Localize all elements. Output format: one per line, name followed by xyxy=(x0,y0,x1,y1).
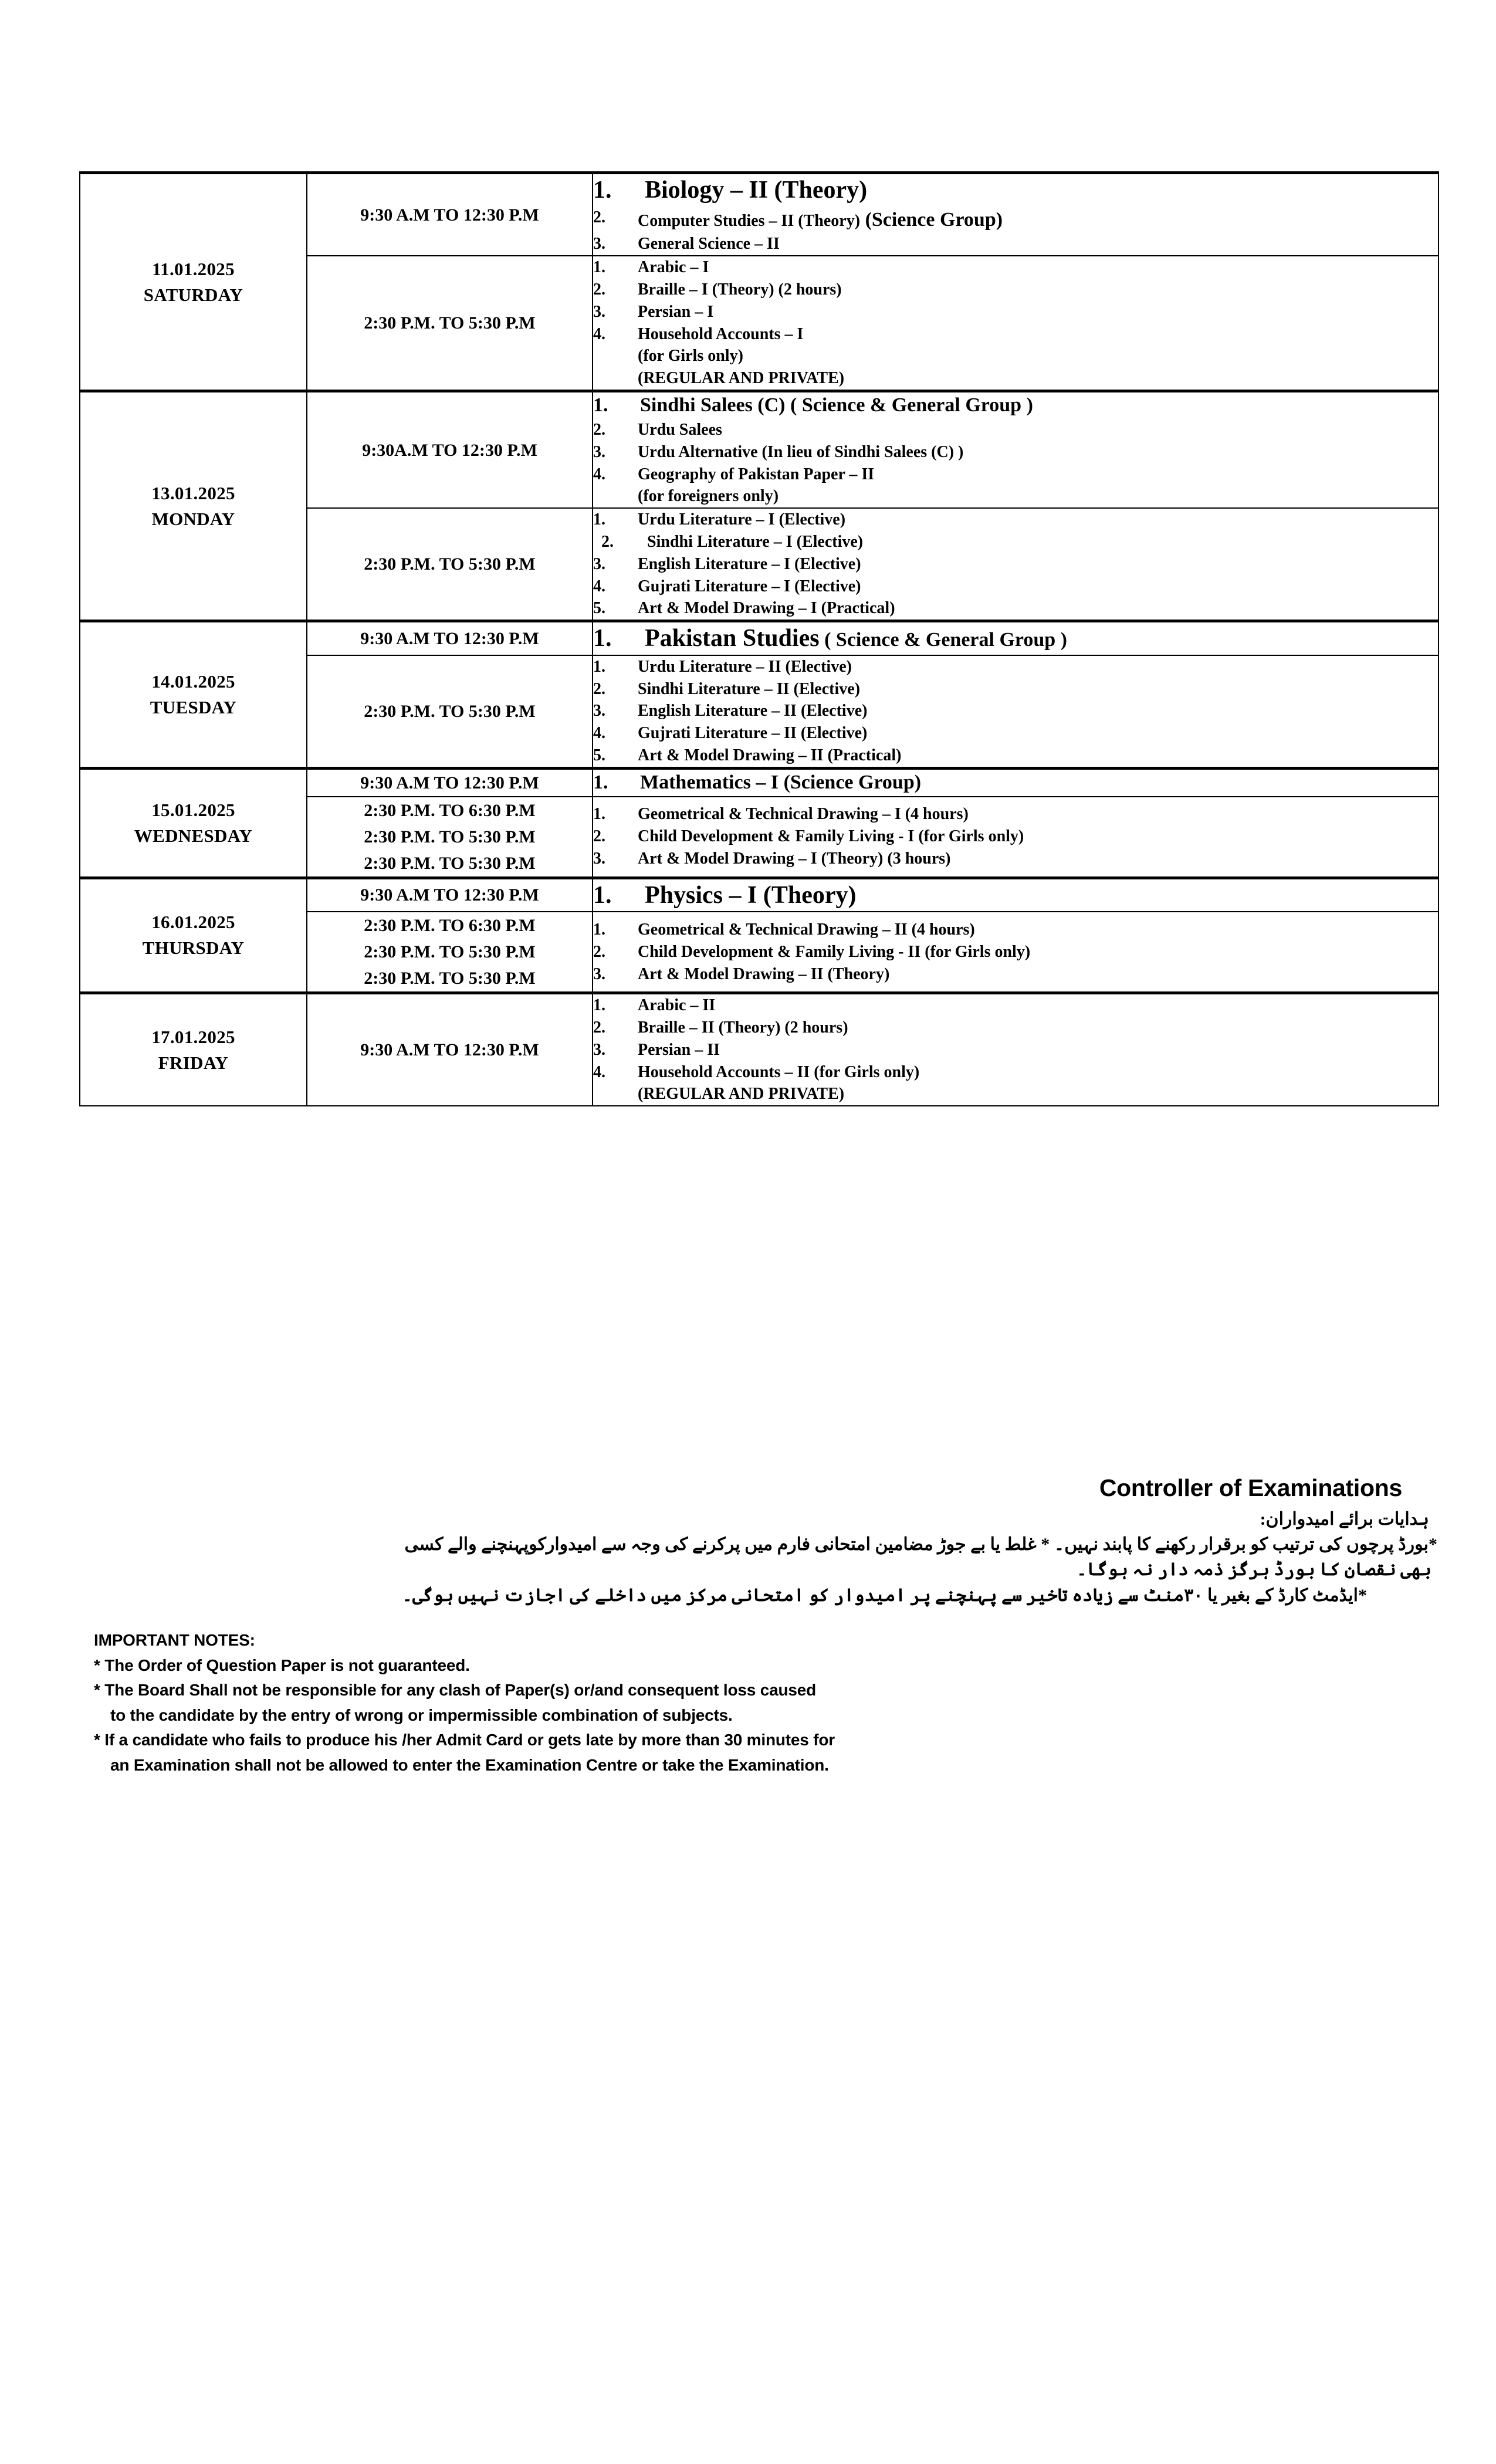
exam-time: 2:30 P.M. TO 5:30 P.M xyxy=(364,969,536,989)
subject-number: 1. xyxy=(593,394,608,417)
subject-name: English Literature – I (Elective) xyxy=(638,554,861,573)
subject-number: 3. xyxy=(593,302,605,321)
important-note-item: to the candidate by the entry of wrong or impermissible combination of subjects. xyxy=(110,1705,733,1724)
subject-number: 1. xyxy=(593,510,605,529)
subject-name: Persian – II xyxy=(638,1040,720,1059)
urdu-instruction-line-2: بھی نقصان کا بورڈ ہرگز ذمہ دار نہ ہوگا۔ xyxy=(1077,1560,1431,1579)
subject-item xyxy=(593,256,1438,279)
important-notes-list xyxy=(94,1653,1385,1778)
subject-number: 2. xyxy=(593,679,605,698)
subject-name: Art & Model Drawing – II (Practical) xyxy=(638,746,902,764)
exam-time: 2:30 P.M. TO 5:30 P.M xyxy=(364,554,536,574)
subject-number: 3. xyxy=(593,849,605,868)
subject-number: 3. xyxy=(593,964,605,983)
subject-number: 5. xyxy=(593,599,605,618)
exam-day-name: MONDAY xyxy=(151,508,235,529)
table-row xyxy=(80,621,1439,655)
important-note-item: * If a candidate who fails to produce his /her Admit Card or gets late by more than 30 minutes for xyxy=(94,1731,835,1749)
subject-number: 5. xyxy=(593,746,605,764)
subject-item xyxy=(593,419,1438,441)
subject-item xyxy=(593,279,1438,301)
subject-item xyxy=(593,848,1438,870)
subject-name: Computer Studies – II (Theory) xyxy=(638,211,861,230)
subject-number: 1. xyxy=(593,177,612,204)
table-row xyxy=(80,993,1439,1106)
subject-group-note: ( Science & General Group ) xyxy=(785,394,1033,417)
subject-item xyxy=(593,597,1438,620)
exam-time-cell xyxy=(307,655,593,768)
exam-time: 9:30 A.M TO 12:30 P.M xyxy=(360,628,539,648)
exam-subjects-cell xyxy=(593,912,1439,993)
table-row xyxy=(80,391,1439,509)
subject-item xyxy=(593,722,1438,744)
subject-name: Urdu Literature – II (Elective) xyxy=(638,657,852,676)
exam-subjects-cell xyxy=(593,621,1439,655)
subject-name: (for Girls only) xyxy=(638,347,743,365)
subject-name: Braille – I (Theory) (2 hours) xyxy=(638,280,842,299)
subject-number: 2. xyxy=(593,1018,605,1037)
subject-name: Persian – I xyxy=(638,302,714,321)
subject-name: Urdu Literature – I (Elective) xyxy=(638,510,846,529)
subject-number: 2. xyxy=(593,420,605,439)
exam-time: 2:30 P.M. TO 6:30 P.M xyxy=(364,916,536,936)
exam-date: 13.01.2025 xyxy=(151,482,235,503)
subject-name: Geometrical & Technical Drawing – II (4 hours) xyxy=(638,920,975,939)
subject-list xyxy=(593,879,1438,912)
subject-name: Gujrati Literature – I (Elective) xyxy=(638,577,861,595)
subject-number: 2. xyxy=(593,942,605,961)
subject-name: Mathematics – I xyxy=(640,771,779,793)
exam-time: 9:30 A.M TO 12:30 P.M xyxy=(360,885,539,905)
subject-list xyxy=(593,770,1438,796)
exam-day-name: TUESDAY xyxy=(150,696,237,717)
exam-time: 2:30 P.M. TO 5:30 P.M xyxy=(364,853,536,873)
exam-schedule-table xyxy=(79,171,1439,1106)
important-note-item: an Examination shall not be allowed to enter the Examination Centre or take the Examination. xyxy=(110,1755,829,1774)
controller-signature: Controller of Examinations xyxy=(1099,1474,1402,1501)
exam-day-name: WEDNESDAY xyxy=(134,825,253,846)
urdu-instruction-line-1: *بورڈ پرچوں کی ترتیب کو برقرار رکھنے کا پابند نہیں۔ * غلط یا بے جوڑ مضامین امتحانی فارم میں پرکرنے کی وجہ سے امیدوارکوپہنچنے والے کسی xyxy=(404,1534,1437,1554)
subject-list xyxy=(593,919,1438,985)
subject-item xyxy=(593,656,1438,678)
subject-item xyxy=(593,825,1438,848)
exam-time: 2:30 P.M. TO 5:30 P.M xyxy=(364,827,536,847)
exam-time-cell xyxy=(307,768,593,797)
exam-date: 17.01.2025 xyxy=(151,1026,235,1047)
subject-name: Urdu Salees xyxy=(638,420,722,439)
subject-name: Geography of Pakistan Paper – II xyxy=(638,465,875,483)
subject-number: 2. xyxy=(601,532,614,551)
subject-item xyxy=(593,1061,1438,1084)
exam-subjects-cell xyxy=(593,508,1439,621)
subject-number: 2. xyxy=(593,280,605,299)
subject-item xyxy=(593,1083,1438,1105)
exam-date: 14.01.2025 xyxy=(151,671,235,692)
subject-item xyxy=(593,531,1438,553)
subject-name: Physics – I (Theory) xyxy=(645,881,857,909)
subject-number: 2. xyxy=(593,208,605,226)
exam-date: 11.01.2025 xyxy=(152,258,235,279)
subject-item xyxy=(593,367,1438,390)
subject-group-note: ( Science & General Group ) xyxy=(819,629,1068,651)
subject-item xyxy=(593,509,1438,531)
exam-date: 15.01.2025 xyxy=(151,799,235,820)
subject-number: 4. xyxy=(593,577,605,595)
exam-day-name: SATURDAY xyxy=(143,284,243,305)
subject-list xyxy=(593,174,1438,255)
subject-item xyxy=(593,233,1438,255)
exam-date-cell xyxy=(80,391,307,621)
subject-item xyxy=(593,323,1438,346)
exam-date-cell xyxy=(80,768,307,878)
exam-subjects-cell xyxy=(593,256,1439,391)
subject-list xyxy=(593,392,1438,507)
exam-time: 2:30 P.M. TO 5:30 P.M xyxy=(364,701,536,721)
subject-name: Art & Model Drawing – I (Practical) xyxy=(638,599,895,618)
subject-name: General Science – II xyxy=(638,235,780,253)
subject-name: (REGULAR AND PRIVATE) xyxy=(638,1085,845,1104)
important-notes-block xyxy=(94,1628,1385,1778)
subject-number: 3. xyxy=(593,702,605,720)
subject-name: Household Accounts – II (for Girls only) xyxy=(638,1062,920,1081)
exam-time: 2:30 P.M. TO 6:30 P.M xyxy=(364,800,536,820)
important-note-item: * The Order of Question Paper is not guaranteed. xyxy=(94,1656,470,1674)
subject-name: Child Development & Family Living - I (for Girls only) xyxy=(638,827,1024,846)
subject-number: 4. xyxy=(593,324,605,343)
exam-date-cell xyxy=(80,993,307,1106)
exam-time-cell xyxy=(307,797,593,878)
urdu-instructions-block xyxy=(76,1508,1437,1608)
subject-item xyxy=(593,678,1438,700)
subject-number: 4. xyxy=(593,465,605,483)
subject-list xyxy=(593,622,1438,655)
exam-date: 16.01.2025 xyxy=(151,912,235,933)
exam-subjects-cell xyxy=(593,655,1439,768)
subject-number: 1. xyxy=(593,881,612,909)
subject-item xyxy=(593,1039,1438,1061)
subject-number: 2. xyxy=(593,827,605,846)
subject-group-note: (Science Group) xyxy=(860,208,1003,231)
exam-time: 2:30 P.M. TO 5:30 P.M xyxy=(364,942,536,962)
exam-time-cell xyxy=(307,391,593,509)
subject-item xyxy=(593,392,1438,419)
subject-name: Sindhi Literature – I (Elective) xyxy=(647,532,864,551)
exam-day-name: THURSDAY xyxy=(142,937,245,959)
subject-name: Pakistan Studies xyxy=(645,625,820,652)
exam-date-cell xyxy=(80,878,307,993)
subject-item xyxy=(593,803,1438,825)
subject-list xyxy=(593,256,1438,390)
exam-time-cell xyxy=(307,912,593,993)
subject-name: Household Accounts – I xyxy=(638,324,804,343)
subject-name: English Literature – II (Elective) xyxy=(638,702,868,720)
exam-day-name: FRIDAY xyxy=(158,1052,229,1073)
subject-number: 3. xyxy=(593,554,605,573)
subject-name: Sindhi Literature – II (Elective) xyxy=(638,679,861,698)
subject-list xyxy=(593,656,1438,767)
subject-item xyxy=(593,919,1438,941)
exam-subjects-cell xyxy=(593,797,1439,878)
subject-name: Braille – II (Theory) (2 hours) xyxy=(638,1018,848,1037)
subject-item xyxy=(593,1017,1438,1039)
table-row xyxy=(80,878,1439,912)
subject-item xyxy=(593,301,1438,323)
subject-list xyxy=(593,509,1438,620)
subject-list xyxy=(593,994,1438,1105)
subject-item xyxy=(593,994,1438,1017)
subject-number: 4. xyxy=(593,724,605,743)
subject-item xyxy=(593,770,1438,796)
exam-subjects-cell xyxy=(593,768,1439,797)
subject-item xyxy=(593,345,1438,367)
subject-name: Art & Model Drawing – II (Theory) xyxy=(638,964,890,983)
subject-name: Arabic – II xyxy=(638,996,716,1015)
subject-number: 1. xyxy=(593,996,605,1015)
subject-number: 1. xyxy=(593,625,612,652)
subject-group-note: (Science Group) xyxy=(779,771,922,793)
subject-item xyxy=(593,174,1438,207)
exam-time: 9:30 A.M TO 12:30 P.M xyxy=(360,773,539,793)
subject-name: Geometrical & Technical Drawing – I (4 hours) xyxy=(638,805,969,824)
subject-item xyxy=(593,553,1438,576)
exam-subjects-cell xyxy=(593,391,1439,509)
subject-name: Urdu Alternative (In lieu of Sindhi Salees (C) ) xyxy=(638,442,964,461)
urdu-heading: ہدایات برائے امیدواران: xyxy=(1260,1509,1429,1529)
exam-date-cell xyxy=(80,621,307,769)
subject-number: 1. xyxy=(593,258,605,277)
subject-number: 1. xyxy=(593,805,605,824)
subject-item xyxy=(593,622,1438,655)
exam-date-cell xyxy=(80,173,307,391)
subject-item xyxy=(593,485,1438,507)
subject-name: Arabic – I xyxy=(638,258,709,277)
table-row xyxy=(80,173,1439,256)
subject-name: (REGULAR AND PRIVATE) xyxy=(638,369,845,388)
exam-time-cell xyxy=(307,878,593,912)
urdu-instruction-line-3: *ایڈمٹ کارڈ کے بغیر یا ۳۰منٹ سے زیادہ تاخیر سے پہنچنے پر امیدوار کو امتحانی مرکز میں داخلے کی اجازت نہیں ہوگی۔ xyxy=(402,1585,1367,1605)
subject-item xyxy=(593,700,1438,722)
important-notes-title: IMPORTANT NOTES: xyxy=(94,1631,255,1649)
subject-number: 1. xyxy=(593,920,605,939)
subject-name: Child Development & Family Living - II (for Girls only) xyxy=(638,942,1031,961)
exam-subjects-cell xyxy=(593,993,1439,1106)
subject-item xyxy=(593,879,1438,912)
subject-name: Art & Model Drawing – I (Theory) (3 hours) xyxy=(638,849,951,868)
subject-item xyxy=(593,941,1438,963)
exam-time: 9:30A.M TO 12:30 P.M xyxy=(362,440,537,460)
subject-number: 1. xyxy=(593,657,605,676)
exam-time-cell xyxy=(307,173,593,256)
subject-item xyxy=(593,441,1438,463)
exam-subjects-cell xyxy=(593,878,1439,912)
subject-item xyxy=(593,576,1438,598)
subject-number: 4. xyxy=(593,1062,605,1081)
exam-time-cell xyxy=(307,993,593,1106)
important-note-item: * The Board Shall not be responsible for any clash of Paper(s) or/and consequent loss caused xyxy=(94,1681,816,1700)
exam-time: 9:30 A.M TO 12:30 P.M xyxy=(360,205,539,225)
subject-list xyxy=(593,803,1438,869)
table-row xyxy=(80,768,1439,797)
subject-item xyxy=(593,744,1438,767)
subject-name: Gujrati Literature – II (Elective) xyxy=(638,724,868,743)
subject-name: Sindhi Salees (C) xyxy=(640,394,786,417)
subject-number: 3. xyxy=(593,1040,605,1059)
subject-number: 3. xyxy=(593,235,605,253)
exam-schedule-body xyxy=(80,173,1439,1106)
exam-time-cell xyxy=(307,621,593,655)
exam-time: 9:30 A.M TO 12:30 P.M xyxy=(360,1040,539,1060)
subject-item xyxy=(593,463,1438,486)
subject-name: (for foreigners only) xyxy=(638,487,779,506)
subject-item xyxy=(593,963,1438,986)
subject-number: 1. xyxy=(593,771,608,793)
exam-time-cell xyxy=(307,256,593,391)
exam-subjects-cell xyxy=(593,173,1439,256)
subject-name: Biology – II (Theory) xyxy=(645,177,868,204)
exam-time-cell xyxy=(307,508,593,621)
subject-number: 3. xyxy=(593,442,605,461)
subject-item xyxy=(593,207,1438,233)
exam-time: 2:30 P.M. TO 5:30 P.M xyxy=(364,313,536,333)
